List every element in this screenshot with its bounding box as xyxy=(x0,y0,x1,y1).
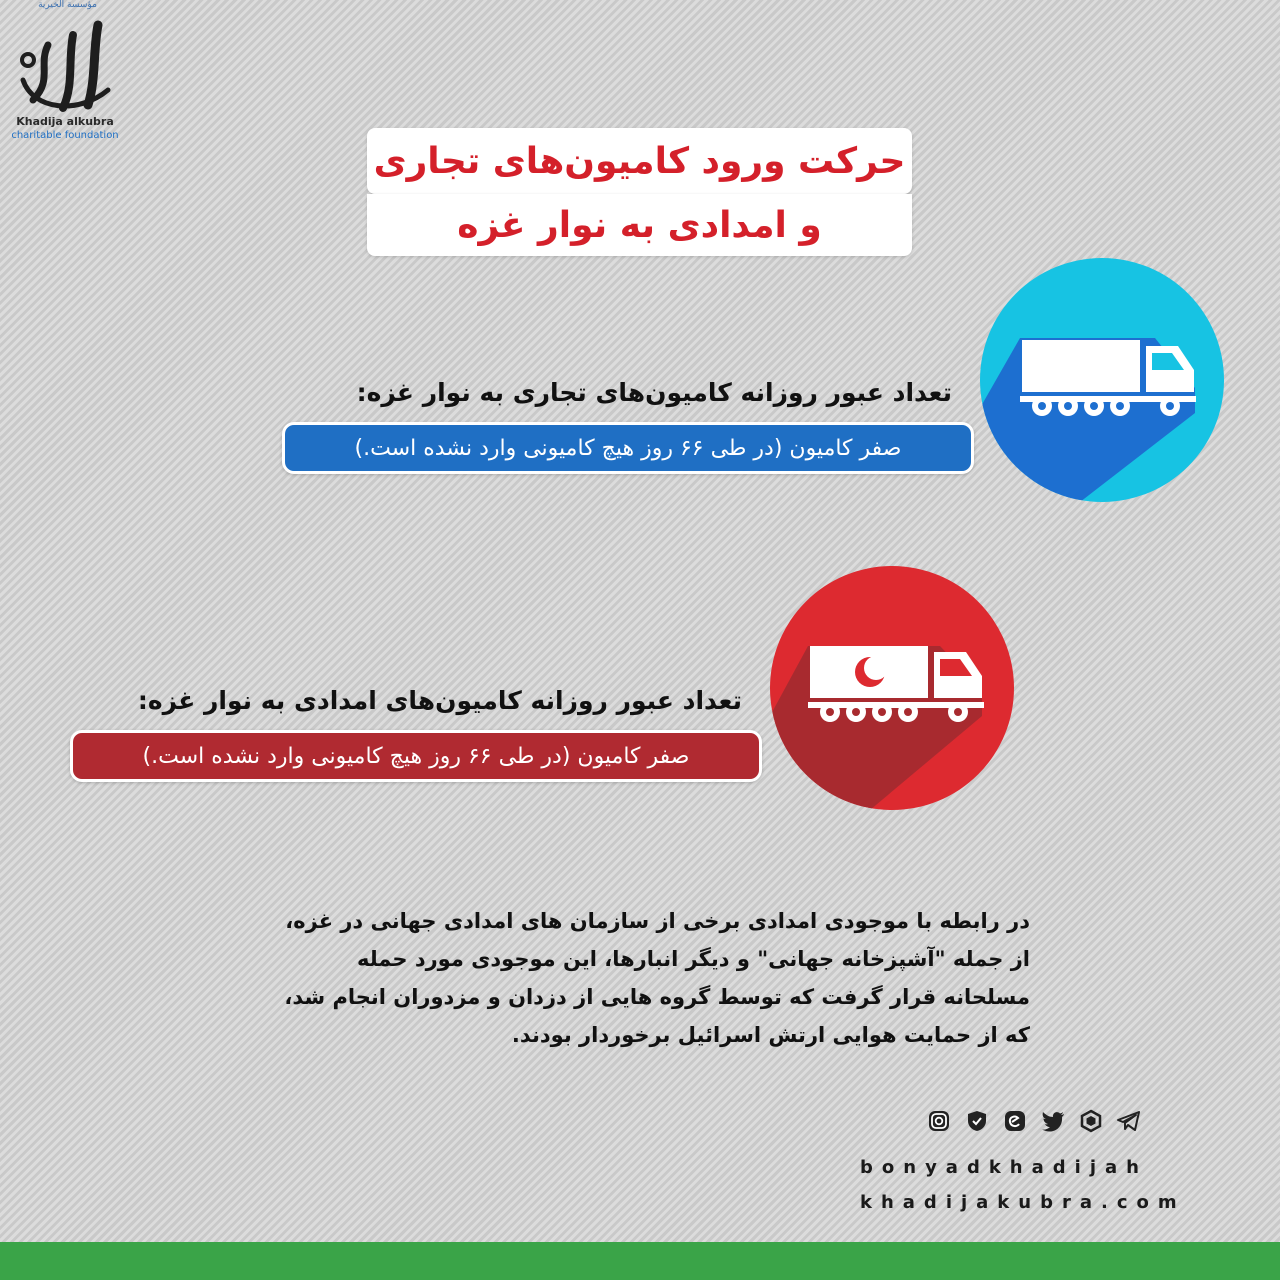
paragraph-line: مسلحانه قرار گرفت که توسط گروه هایی از دزدان و مزدوران انجام شد، xyxy=(284,985,1030,1009)
truck-icon xyxy=(980,258,1224,502)
description-paragraph xyxy=(250,902,1030,1054)
calligraphy-logo-icon xyxy=(8,20,118,115)
paragraph-line: در رابطه با موجودی امدادی برخی از سازمان های امدادی جهانی در غزه، xyxy=(285,909,1030,933)
telegram-icon[interactable] xyxy=(1115,1107,1143,1135)
twitter-icon[interactable] xyxy=(1039,1107,1067,1135)
shield-icon[interactable] xyxy=(963,1107,991,1135)
aid-truck-badge xyxy=(770,566,1014,810)
title-line-1: حرکت ورود کامیون‌های تجاری xyxy=(367,128,912,194)
aid-value: صفر کامیون (در طی ۶۶ روز هیچ کامیونی وارد نشده است.) xyxy=(70,730,762,782)
aid-label: تعداد عبور روزانه کامیون‌های امدادی به نوار غزه: xyxy=(137,686,742,715)
instagram-icon[interactable] xyxy=(925,1107,953,1135)
eitaa-icon[interactable] xyxy=(1001,1107,1029,1135)
commercial-truck-badge xyxy=(980,258,1224,502)
hexagon-icon[interactable] xyxy=(1077,1107,1105,1135)
paragraph-line: از جمله "آشپزخانه جهانی" و دیگر انبارها، این موجودی مورد حمله xyxy=(356,947,1030,971)
logo-tagline: charitable foundation xyxy=(11,130,119,141)
commercial-value: صفر کامیون (در طی ۶۶ روز هیچ کامیونی وارد نشده است.) xyxy=(282,422,974,474)
paragraph-line: که از حمایت هوایی ارتش اسرائیل برخوردار بودند. xyxy=(511,1023,1030,1047)
logo-name: Khadija alkubra xyxy=(16,115,114,128)
foundation-logo xyxy=(0,0,130,145)
commercial-label: تعداد عبور روزانه کامیون‌های تجاری به نوار غزه: xyxy=(356,378,952,407)
bottom-green-bar xyxy=(0,1242,1280,1280)
title-line-2: و امدادی به نوار غزه xyxy=(367,194,912,256)
social-handle[interactable]: bonyadkhadijah xyxy=(860,1157,1148,1178)
logo-arabic-subtitle: مؤسسة الخيرية xyxy=(38,0,97,10)
red-crescent-truck-icon xyxy=(770,566,1014,810)
website-link[interactable]: khadijakubra.com xyxy=(860,1192,1186,1213)
social-icons xyxy=(925,1106,1155,1136)
